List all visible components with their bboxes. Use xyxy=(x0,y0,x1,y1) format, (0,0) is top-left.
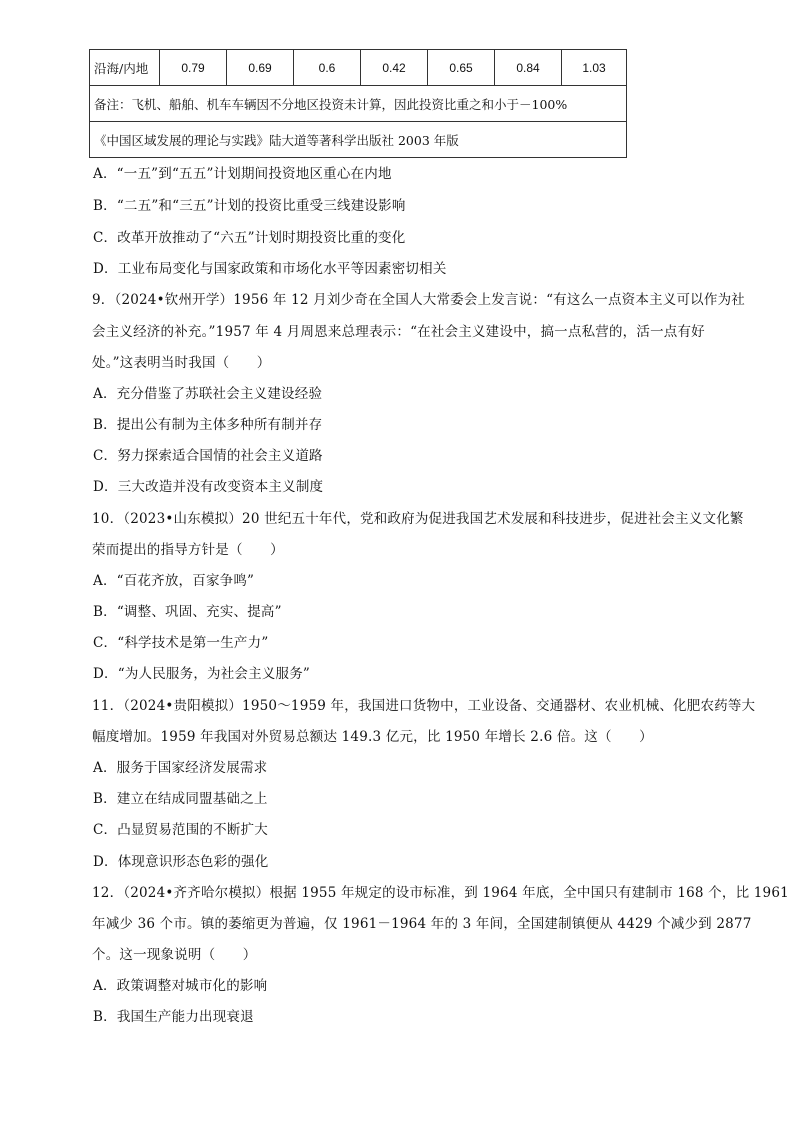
table-cell: 0.42 xyxy=(361,50,428,86)
table-cell: 0.69 xyxy=(227,50,294,86)
q11-option-d[interactable]: D．体现意识形态色彩的强化 xyxy=(93,854,269,870)
table-row-label: 沿海/内地 xyxy=(90,50,160,86)
q10-option-c[interactable]: C．“科学技术是第一生产力” xyxy=(93,635,269,651)
table-cell: 0.6 xyxy=(294,50,361,86)
q8-option-d[interactable]: D．工业布局变化与国家政策和市场化水平等因素密切相关 xyxy=(93,261,447,277)
table-cell: 0.79 xyxy=(160,50,227,86)
table-cell: 1.03 xyxy=(562,50,627,86)
q8-option-a[interactable]: A．“一五”到“五五”计划期间投资地区重心在内地 xyxy=(93,166,392,182)
q9-option-d[interactable]: D．三大改造并没有改变资本主义制度 xyxy=(93,479,324,495)
q12-stem-line: 个。这一现象说明（ ） xyxy=(92,947,257,963)
q9-stem-line: 会主义经济的补充。”1957 年 4 月周恩来总理表示：“在社会主义建设中，搞一点私营的，活一点有好 xyxy=(92,324,705,340)
q12-stem-line: 年减少 36 个市。镇的萎缩更为普遍，仅 1961－1964 年的 3 年间，全国建制镇便从 4429 个减少到 2877 xyxy=(92,916,752,932)
q12-option-a[interactable]: A．政策调整对城市化的影响 xyxy=(93,978,268,994)
investment-ratio-table xyxy=(89,49,627,158)
q11-option-a[interactable]: A．服务于国家经济发展需求 xyxy=(93,760,268,776)
q8-option-c[interactable]: C．改革开放推动了“六五”计划时期投资比重的变化 xyxy=(93,230,406,246)
q9-option-a[interactable]: A．充分借鉴了苏联社会主义建设经验 xyxy=(93,386,323,402)
q11-stem-line: 幅度增加。1959 年我国对外贸易总额达 149.3 亿元，比 1950 年增长 2.6 倍。这（ ） xyxy=(92,729,653,745)
q11-option-c[interactable]: C．凸显贸易范围的不断扩大 xyxy=(93,822,268,838)
q12-option-b[interactable]: B．我国生产能力出现衰退 xyxy=(93,1009,254,1025)
q10-stem-line: 荣而提出的指导方针是（ ） xyxy=(92,542,284,558)
table-source: 《中国区域发展的理论与实践》陆大道等著科学出版社 2003 年版 xyxy=(90,122,627,158)
q12-stem-line: 12．（2024•齐齐哈尔模拟）根据 1955 年规定的设市标准，到 1964 年底，全中国只有建制市 168 个，比 1961 xyxy=(92,885,789,901)
q9-stem-line: 处。”这表明当时我国（ ） xyxy=(92,355,271,371)
q9-option-c[interactable]: C．努力探索适合国情的社会主义道路 xyxy=(93,448,323,464)
q10-stem-line: 10．（2023•山东模拟）20 世纪五十年代，党和政府为促进我国艺术发展和科技进步，促进社会主义文化繁 xyxy=(92,511,744,527)
table-row xyxy=(90,50,627,86)
table-cell: 0.65 xyxy=(428,50,495,86)
table-source-row xyxy=(90,122,627,158)
table-cell: 0.84 xyxy=(495,50,562,86)
q10-option-a[interactable]: A．“百花齐放，百家争鸣” xyxy=(93,573,255,589)
q8-option-b[interactable]: B．“二五”和“三五”计划的投资比重受三线建设影响 xyxy=(93,198,406,214)
q11-stem-line: 11．（2024•贵阳模拟）1950～1959 年，我国进口货物中，工业设备、交通器材、农业机械、化肥农药等大 xyxy=(92,698,756,714)
q9-stem-line: 9．（2024•钦州开学）1956 年 12 月刘少奇在全国人大常委会上发言说：“有这么一点资本主义可以作为社 xyxy=(92,292,745,308)
table-note: 备注：飞机、船舶、机车车辆因不分地区投资未计算，因此投资比重之和小于－100% xyxy=(90,86,627,122)
q10-option-b[interactable]: B．“调整、巩固、充实、提高” xyxy=(93,604,282,620)
table-note-row xyxy=(90,86,627,122)
q10-option-d[interactable]: D．“为人民服务，为社会主义服务” xyxy=(93,666,311,682)
q11-option-b[interactable]: B．建立在结成同盟基础之上 xyxy=(93,791,268,807)
q9-option-b[interactable]: B．提出公有制为主体多种所有制并存 xyxy=(93,417,323,433)
